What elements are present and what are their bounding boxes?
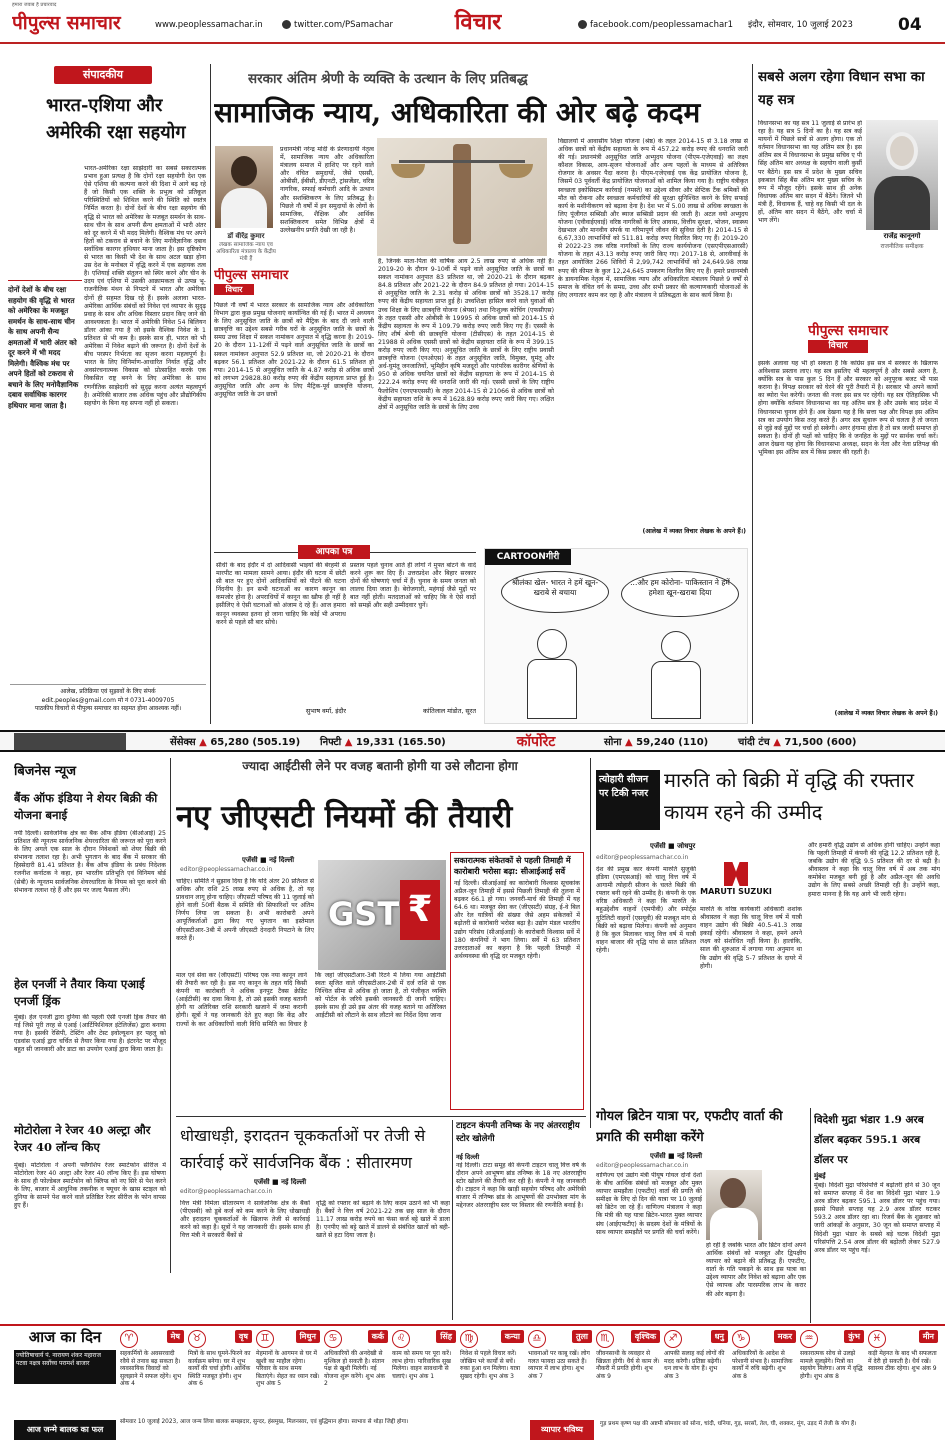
sign-text: अधिकारियों के आदेश से परेशानी संभव है। सामाजिक कार्यों में रुचि बढ़ेगी। शुभ अंक 8 <box>732 1350 793 1380</box>
twitter-text: twitter.com/PSamachar <box>294 20 393 30</box>
maruti-email[interactable]: editor@peoplessamachar.co.in <box>596 854 689 861</box>
maruti-kicker: त्योहारी सीजन पर टिकी नजर <box>596 770 660 830</box>
sign-aquarius <box>800 1330 864 1418</box>
titan-byline: नई दिल्ली <box>456 1153 480 1161</box>
business-item-2-body: मुंबई। हेल एनर्जी द्वारा दुनिया की पहली ऐसी एनर्जी ड्रिंक तैयार की गई जिसे पूरी तरह से एआई (आर्टिफिशियल इंटेलिजेंस) द्वारा बनाया गया है। इसकी रेसिपी, टेस्टिंग और टेस्ट इवोल्यूशन हर पहलू को एडवांस एआई द्वारा चर्चित से तैयार किया गया है। इंटरनेट पर मौजूद बहुत सी जानकारी और डाटा का उपयोग एआई द्वारा किया जाता है। <box>14 1014 166 1054</box>
sensex-ticker <box>170 735 320 751</box>
editorial-pull-quote: दोनों देशों के बीच रक्षा सहयोग की वृद्धि से भारत को अमेरिका के मजबूत समर्थन के साथ-साथ चीन के साथ अपनी सैन्य क्षमताओं में भारी अंतर को दूर करने में भी मदद मिलेगी। वैश्विक मंच पर अपने हितों को टकराव से बचाने के लिए मनोवैज्ञानिक दबाव सर्वाधिक कारगर हथियार माना जाता है। <box>8 280 82 660</box>
scales-beam-shape <box>399 160 525 163</box>
sign-name: मेष <box>167 1330 184 1343</box>
maruti-brand: MARUTI SUZUKI <box>700 887 772 896</box>
pisces-icon: ♓ <box>868 1330 886 1348</box>
business-item-1-title: बैंक ऑफ इंडिया ने शेयर बिक्री की योजना बनाई <box>14 791 158 822</box>
footer-disclaimer: पाठकीय विचारों से पीपुल्स समाचार का सहमत होना आवश्यक नहीं। <box>34 705 182 712</box>
ticker-section: कॉर्पोरेट <box>516 734 556 750</box>
fraud-body-1: वित्त मंत्री निर्मला सीतारमण ने सार्वजनिक क्षेत्र के बैंकों (पीएसबी) को डूबे कर्ज को कम करने के लिए धोखाधड़ी और इरादतन चूककर्ताओं के खिलाफ तेजी से कार्रवाई करने को कहा है। सूत्रों ने यह जानकारी दी। इसके साथ ही वित्त मंत्री ने सरकारी बैंकों से <box>180 1200 310 1240</box>
sign-name: सिंह <box>436 1330 456 1343</box>
silver-ticker <box>738 735 938 751</box>
footer-email[interactable]: edit.peoples@gmail.com मो नं 0731-4009705 <box>41 696 175 704</box>
bull-logo-icon <box>14 733 126 751</box>
sign-text: जीवनसाथी के व्यवहार से खिन्नता होगी। धैर्य से काम लें। नौकरी में प्रगति होगी। शुभ अंक 9 <box>596 1350 660 1380</box>
cii-box-body: नई दिल्ली। सीआईआई का कारोबारी विश्वास सूचकांक अप्रैल-जून तिमाही में इससे पिछली तिमाही की तुलना में बढ़कर 66.1 हो गया। जनवरी-मार्च की तिमाही में यह 64.6 था। मजबूत सेवा कर (जीएसटी) संग्रह, ई-वे बिल और रेल यात्रियों की संख्या जैसे अहम संकेतकों में बढ़ोतरी से कारोबारी भरोसा बढ़ा है। उद्योग मंडल भारतीय उद्योग परिसंघ (सीआईआई) के कारोबारी विश्वास सर्वे में 180 कंपनियों ने भाग लिया। सर्वे में 63 प्रतिशत उत्तरदाताओं का कहना है कि पहली तिमाही में अर्थव्यवस्था की वृद्धि दर मजबूत रहेगी। <box>454 880 580 960</box>
goyal-body-2: हो रही है जबकि भारत और ब्रिटेन दोनों अपने आर्थिक संबंधों को मजबूत और द्विपक्षीय व्यापार को बढ़ाने की प्रतिबद्ध हैं। एफटीए, वार्ता के गति पकड़ने के साथ इस यात्रा का उद्देश्य व्यापार और निवेश को बढ़ाना और एक ऐसे व्यापक और पारस्परिक लाभ के करार की ओर बढ़ना है। <box>706 1242 806 1298</box>
page-number: 04 <box>898 15 922 35</box>
right-logo-box <box>808 322 938 358</box>
gold-label: सोना <box>604 737 622 748</box>
scale-pan-left <box>391 164 425 178</box>
gst-body-2: चाहिए। समिति ने सुझाव दिया है कि यदि अंतर 20 प्रतिशत से अधिक और राशि 25 लाख रुपए से अधिक है, तो यह प्रावधान लागू होना चाहिए। जीएसटी परिषद की 11 जुलाई को होने वाली 50वीं बैठक में समिति की सिफारिशों पर अंतिम निर्णय लिया जा सकता है। अभी कारोबारी अपने आपूर्तिकर्ताओं द्वारा किए गए भुगतान का इस्तेमाल जीएसटीआर-3बी में अपनी जीएसटी देनदारी निपटाने के लिए करते हैं। <box>176 878 314 942</box>
cartoon-bubble-right: ...और हम कोरोना- पाकिस्तान ने हमें हमेशा खून-खराबा दिया <box>621 571 739 617</box>
suzuki-s-icon <box>724 862 748 886</box>
scale-pan-right <box>499 164 533 178</box>
sign-sagittarius <box>664 1330 728 1418</box>
main-article-col4: विद्यालयों में आवासीय शिक्षा योजना (श्रेष्ठ) के तहत 2014-15 से 3.18 लाख से अधिक छात्रों को केंद्रीय सहायता के रूप में 457.22 करोड़ रुपए की धनराशि जारी की गई। प्रधानमंत्री अनुसूचित जाति अभ्युदय योजना (पीएम-एजेएवाई) का लक्ष्य कौशल विकास, आय-सृजन योजनाओं और अन्य पहलों के माध्यम से अतिरिक्त रोजगार के अवसर पैदा करना है। पीएम-एजेएवाई एक केंद्र प्रायोजित योजना है, जिसमें 03 पूर्ववर्ती केंद्र प्रायोजित योजनाओं को शामिल किया गया है। राष्ट्रीय यंत्रीकृत स्वच्छता इकोसिस्टम कार्रवाई (नमस्ते) का उद्देश्य सीवर और सेप्टिक टैंक श्रमिकों की मौत को रोकना और स्वच्छता कर्मचारियों की सुरक्षा सुनिश्चित करने के लिए सफाई कार्य के मशीनीकरण को बढ़ावा देना है। देश भर में 5.00 लाख से अधिक स्वच्छता के लिए पूंजीगत सब्सिडी और ब्याज सब्सिडी प्रदान की जाती है। अटल वयो अभ्युदय योजना (एवीवाईएवाई) वरिष्ठ नागरिकों के लिए आवास, वित्तीय सुरक्षा, भोजन, स्वास्थ्य देखभाल और मानवीय संपर्क या गरिमापूर्ण जीवन की सुविधा देती है। 2014-15 से 6,67,330 लाभार्थियों को 511.81 करोड़ रुपए वितरित किए गए हैं। 2019-20 से 2022-23 तक वरिष्ठ नागरिकों के लिए राज्य कार्ययोजना (एसएपीएसआरसी) योजना के तहत 43.13 करोड़ रुपए जारी किए गए। 2017-18 से, आरवीवाई के तहत आयोजित 266 शिविरों में 2,99,742 लाभार्थियों को 24,649.98 लाख रुपए की कीमत के कुल 12,24,645 उपकरण वितरित किए गए हैं। हमारे प्रधानमंत्री के डायनामिक नेतृत्व में, सामाजिक न्याय और अधिकारिता मंत्रालय पिछले 9 वर्षों से समाज के वंचित वर्ग के समग्र, उच्च और सभी प्रकार की कल्याणकारी योजनाओं के लिए लगातार काम कर रहा है और मंत्रालय ने प्रतिबद्धता के साथ कार्य किया है। <box>558 138 748 299</box>
right-article-body-bottom: इसके अलावा यह भी हो सकता है कि कांग्रेस इस सत्र में सरकार के खिलाफ अविश्वास प्रस्ताव लाए। यह सत्र इसलिए भी महत्वपूर्ण है और सबसे अलग है, क्योंकि सत्र के पास कुल 5 दिन हैं और सरकार को अनुपूरक बजट भी पास कराना है। विपक्ष सरकार को घेरने की पूरी तैयारी में है। सरकार भी अपने कार्यों का ब्योरा पेश करेगी। जनता की नजर इस सत्र पर रहेगी। यह सत्र ऐतिहासिक भी होगा क्योंकि वर्तमान विधानसभा का यह अंतिम सत्र है और उसके बाद प्रदेश में विधानसभा चुनाव होने हैं। अब देखना यह है कि सत्ता पक्ष और विपक्ष इस अंतिम सत्र का उपयोग किस तरह करते हैं। अगर सत्र सुचारू रूप से चलता है तो जनता से जुड़े कई मुद्दों पर चर्चा हो सकेगी। अगर हंगामा होता है तो सत्र जल्दी समाप्त हो सकता है। दोनों ही पक्षों को चाहिए कि वे जनहित के मुद्दों पर सार्थक चर्चा करें। आज देखना यह होगा कि विधानसभा अध्यक्ष, सदन के नेता और नेता प्रतिपक्ष की भूमिका इस अंतिम सत्र में किस प्रकार की रहती है। <box>758 360 938 457</box>
virgo-icon: ♍ <box>460 1330 478 1348</box>
inline-logo-tag: विचार <box>214 284 254 295</box>
forex-body: मुंबई। विदेशी मुद्रा परिसंपत्ति में बढ़ोतरी होने से 30 जून को समाप्त सप्ताह में देश का विदेशी मुद्रा भंडार 1.9 अरब डॉलर बढ़कर 595.1 अरब डॉलर पर पहुंच गया। इससे पिछले सप्ताह यह 2.9 अरब डॉलर घटकर 593.2 अरब डॉलर रहा था। रिजर्व बैंक के शुक्रवार को जारी आंकड़ों के अनुसार, 30 जून को समाप्त सप्ताह में विदेशी मुद्रा भंडार के सबसे बड़े घटक विदेशी मुद्रा परिसंपत्ति 2.54 अरब डॉलर की बढ़ोतरी लेकर 527.9 अरब डॉलर पर पहुंच गई। <box>814 1182 940 1254</box>
author-head-shape <box>231 156 257 186</box>
main-article-col2: पिछले नौ वर्षों में भारत सरकार के सामाजिक न्याय और अधिकारिता विभाग द्वारा कुछ प्रमुख योजनाएं कार्यान्वित की गई हैं। भारत में अध्ययन के लिए अनुसूचित जाति के छात्रों को मैट्रिक के बाद दी जाने वाली छात्रवृत्ति का उद्देश्य सबसे गरीब घरों के अनुसूचित जाति के छात्रों के समग्र उच्च शिक्षा में सकल नामांकन अनुपात में वृद्धि करना है। 2019-20 के दौरान 11-12वीं में पढ़ने वाले अनुसूचित जाति के छात्रों का सकल नामांकन अनुपात 52.9 प्रतिशत था, जो 2020-21 के दौरान बढ़कर 56.1 प्रतिशत और 2021-22 के दौरान 61.5 प्रतिशत हो गया। 2014-15 से अनुसूचित जाति के 4.87 करोड़ से अधिक छात्रों को लगभग 29828.80 करोड़ रुपए की केंद्रीय सहायता प्राप्त हुई है। अनुसूचित जाति और अन्य के लिए मैट्रिक-पूर्व छात्रवृत्ति योजना, अनुसूचित जाति के उन छात्रों <box>214 302 374 399</box>
business-item-3-body: मुंबई। मोटोरोला ने अपनी फ्लैगशिप रेजर स्मार्टफोन सीरीज में मोटोरोला रेजर 40 अल्ट्रा और रेजर 40 लॉन्च किए हैं। इस घोषणा के साथ ही फोल्डेबल स्मार्टफोन को क्लिप्ड को नए सिरे से पेश करने के लिए, बाजार में आधुनिक तकनीक व फ्यूचर के खास स्टाइल को दुनिया के सामने पेश करने वाले प्रतिष्ठित रेजर सीरीज के फोन वापस हुए हैं। <box>14 1162 166 1210</box>
scorpio-icon: ♏ <box>596 1330 614 1348</box>
sign-libra <box>528 1330 592 1418</box>
horoscope-date-line: सोमवार 10 जुलाई 2023, आज जन्म लिया बालक समझदार, सुन्दर, हंसमुख, मिलनसार, एवं बुद्धिमान होगा। स्वभाव से थोड़ा जिद्दी होगा। <box>120 1419 409 1425</box>
right-author-photo <box>866 120 938 230</box>
sign-text: सकारात्मक सोच से उलझे मामले सुलझेंगे। मित्रों का सहयोग मिलेगा। आय में वृद्धि होगी। शुभ अंक 8 <box>800 1350 863 1380</box>
cartoon-figure-right-head <box>661 631 691 661</box>
goyal-body-1: वाणिज्य एवं उद्योग मंत्री पीयूष गोयल दोनों देशों के बीच आर्थिक संबंधों को मजबूत और मुक्त व्यापार समझौता (एफटीए) वार्ता की प्रगति की समीक्षा के लिए दो दिन की यात्रा पर 10 जुलाई को ब्रिटेन जा रहे हैं। वाणिज्य मंत्रालय ने कहा कि मंत्री की यह यात्रा ब्रिटेन-भारत मुक्त व्यापार संघ (आईएफटीए) के सदस्य देशों के मंत्रियों के साथ व्यापार समझौते पर प्रगति की चर्चा करेंगे। <box>596 1172 702 1236</box>
horoscope-top-rule <box>0 1324 945 1326</box>
right-author-head-shape <box>886 132 918 170</box>
silver-arrow-icon: ▲ <box>773 737 781 748</box>
cancer-icon: ♋ <box>324 1330 342 1348</box>
maruti-headline: मारुति को बिक्री में वृद्धि की रफ्तार कायम रहने की उम्मीद <box>664 768 915 824</box>
maruti-byline: एजेंसी ■ जोधपुर <box>650 842 696 850</box>
taurus-icon: ♉ <box>188 1330 206 1348</box>
facebook-link[interactable] <box>578 18 758 32</box>
libra-icon: ♎ <box>528 1330 546 1348</box>
sign-name: धनु <box>711 1330 728 1343</box>
goyal-body-shape <box>710 1208 758 1240</box>
masthead-note: हमारा जवाब है प्रचारवाद <box>12 2 57 8</box>
aaj-ka-din-box <box>14 1328 116 1418</box>
market-ticker <box>0 730 945 752</box>
sensex-arrow-icon: ▲ <box>199 737 207 748</box>
editorial-body: भारत-अमेरिका रक्षा साझेदारी का सबसे सकारात्मक प्रभाव हुआ प्रत्यक्ष है कि दोनों रक्षा सहयोगी देश एक ऐसे एशिया की कल्पना करने की दिशा में आगे बढ़ रहे हैं जो किसी एक शक्ति के प्रभुत्व को प्रतिकूल परिस्थितियों को शिथिल करने की स्थिति को स्वतंत्र निर्मित करता है। दोनों देशों के बीच रक्षा सहयोग की वृद्धि से भारत को अमेरिका के मजबूत समर्थन के साथ-साथ चीन के साथ अपनी सैन्य क्षमताओं में भारी अंतर को दूर करने में भी मदद मिलेगी। वैश्विक मंच पर अपने हितों को टकराव से बचाने के लिए मनोवैज्ञानिक दबाव सर्वाधिक कारगर हथियार माना जाता है। इस दृष्टिकोण से भारत का किसी भी देश के साथ अटल खड़ा होना उस देश के मनोबल में वृद्धि करने में एक सहायक तत्व है। एशियाई शक्ति संतुलन को स्थिर करने और चीन के उदय एवं एशिया में उसकी आक्रामकता से उत्पन्न भू-राजनीतिक मंथन से निपटने में भारत और अमेरिका दोनों ही सहमत दिख रहे हैं। इसके अलावा भारत-अमेरिका आर्थिक संबंधों को निवेश एवं व्यापार के सुदृढ़ प्रवाह के साथ और अधिक विस्तार प्रदान किए जाने की आवश्यकता है। भारत में अमेरिकी निवेश 54 बिलियन डॉलर आंका गया है जो इसके वैश्विक निवेश के 1 प्रतिशत से भी कम है। इसके साथ ही, भारत को भी अमेरिका में निवेश बढ़ाने की जरूरत है। दोनों देशों के बीच परस्पर निर्भरता का सृजन करना महत्वपूर्ण है। भारत के लिए विनिर्माण-आधारित निर्यात वृद्धि और अवसंरचनात्मक विकास को प्रोत्साहित करके एक विकसित राष्ट्र बनने के लिए अमेरिका के साथ रणनीतिक साझेदारी को सुदृढ़ करना अत्यंत महत्वपूर्ण है। अमेरिकी बाजार तक अधिक पहुंच और प्रौद्योगिकीय सहयोग के बिना यह सपना नहीं हो सकता। <box>84 165 206 407</box>
website-text: www.peoplessamachar.in <box>155 20 263 30</box>
sensex-label: सेंसेक्स <box>170 737 196 748</box>
gst-email[interactable]: editor@peoplessamachar.co.in <box>180 866 273 873</box>
dateline: इंदौर, सोमवार, 10 जुलाई 2023 <box>748 20 853 30</box>
sign-aries <box>120 1330 184 1418</box>
aries-icon: ♈ <box>120 1330 138 1348</box>
letter-2-body: प्रस्ताव पहले चुनाव आते ही लोगों ने मुफ्त बांटने के वादे करने शुरू कर दिए हैं। उत्तरप्रदेश और बिहार सरकार दोनों की घोषणाएं चर्चा में हैं। चुनाव के समय जनता को लालच दिया जाता है। बेरोजगारी, महंगाई जैसे मुद्दों पर बात नहीं होती। मतदाताओं को चाहिए कि वे ऐसे वादों को समझें और सही उम्मीदवार चुनें। <box>350 562 476 610</box>
nifty-ticker <box>320 735 450 751</box>
business-item-1-body: नयी दिल्ली। सार्वजनिक क्षेत्र का बैंक ऑफ इंडिया (बीओआई) 25 प्रतिशत की न्यूनतम सार्वजनिक शेयरधारिता की जरूरत को पूरा करने के लिए अगले एक साल के दौरान निवेशकों को शेयर बिक्री की संभावना तलाश रहा है। अभी भुगतान के बाद बैंक में सरकार की हिस्सेदारी 81.41 प्रतिशत है। बैंक ऑफ इंडिया के प्रबंध निदेशक रजनीश कर्नाटक ने कहा, हम भारतीय प्रतिभूति एवं विनिमय बोर्ड (सेबी) के न्यूनतम सार्वजनिक शेयरधारिता के नियम को पूरा करने की संभावना तलाश रहे हैं और इस पर जल्द फैसला लेंगे। <box>14 830 166 894</box>
column-divider <box>210 64 211 724</box>
goyal-email[interactable]: editor@peoplessamachar.co.in <box>596 1162 689 1169</box>
goyal-photo <box>706 1170 762 1240</box>
editorial-tag: संपादकीय <box>54 66 152 84</box>
nifty-arrow-icon: ▲ <box>344 737 353 748</box>
maruti-logo <box>700 862 772 902</box>
website-link[interactable] <box>155 18 285 32</box>
sign-pisces <box>868 1330 938 1418</box>
sign-name: कन्या <box>501 1330 524 1343</box>
letter-1-sign: सुभाष वर्मा, इंदौर <box>305 707 346 715</box>
fraud-byline: एजेंसी ■ नई दिल्ली <box>254 1178 307 1186</box>
twitter-icon <box>282 20 291 29</box>
sign-name: तुला <box>572 1330 592 1343</box>
right-article-title: सबसे अलग रहेगा विधान सभा का यह सत्र <box>758 69 925 108</box>
horoscope-child-label: आज जन्मे बालक का फल <box>14 1420 116 1440</box>
nifty-label: निफ्टी <box>320 737 342 748</box>
business-item-3-title: मोटोरोला ने रेजर 40 अल्ट्रा और रेजर 40 लॉन्च किए <box>14 1123 151 1154</box>
right-logo: पीपुल्स समाचार <box>808 323 889 339</box>
sign-name: वृष <box>235 1330 252 1343</box>
aaj-ka-din-astrologer: ज्योतिषाचार्य पं. नारायण शंकर महाराज पटवा नक्षत्र सर्वोच्च परामर्श बाजार <box>14 1350 116 1384</box>
right-article-note: (आलेख में व्यक्त विचार लेखक के अपने हैं।) <box>834 710 938 717</box>
sign-text: आपकी सलाह कई लोगों की मदद करेगी। प्रतिष्ठा बढ़ेगी। धन लाभ के योग हैं। शुभ अंक 3 <box>664 1350 725 1380</box>
sign-text: निवेश से पहले विचार करें। जोखिम भरे कार्यों से बचें। रुका हुआ धन मिलेगा। यात्रा सुखद रहेगी। शुभ अंक 3 <box>460 1350 521 1380</box>
letters-title: आपका पत्र <box>298 545 370 559</box>
sign-leo <box>392 1330 456 1418</box>
maruti-divider <box>590 758 591 1128</box>
aquarius-icon: ♒ <box>800 1330 818 1348</box>
gst-photo <box>318 860 446 970</box>
gold-ticker <box>604 735 734 751</box>
letter-2-sign: कांतिलाल मांडोत, सूरत <box>422 707 476 715</box>
sensex-value: 65,280 (505.19) <box>210 737 301 748</box>
cartoon-figure-left-body <box>527 659 577 719</box>
goyal-byline: एजेंसी ■ नई दिल्ली <box>650 1152 703 1160</box>
main-article-col3: है, जिनके माता-पिता की वार्षिक आय 2.5 लाख रुपए से अधिक नहीं है। 2019-20 के दौरान 9-10वीं में पढ़ने वाले अनुसूचित जाति के छात्रों का सकल नामांकन अनुपात 83 प्रतिशत था, जो 2020-21 के दौरान बढ़कर 84.8 प्रतिशत और 2021-22 के दौरान 84.9 प्रतिशत हो गया। 2014-15 से अनुसूचित जाति के 2.31 करोड़ से अधिक छात्रों को 3528.17 करोड़ रुपए की केंद्रीय सहायता प्राप्त हुई है। उच्चशिक्षा हासिल करने वाले युवाओं की उच्च शिक्षा के लिए छात्रवृत्ति योजना (श्रेयस) तथा निःशुल्क कोचिंग (एफसीएस) के तहत एससी और ओबीसी के 19995 से अधिक छात्रों को 2014-15 से केंद्रीय सहायता के रूप में 109.79 करोड़ रुपए जारी किए गए हैं। एससी के लिए शीर्ष श्रेणी की छात्रवृत्ति योजना (टीसीएस) के तहत 2014-15 से 21988 से अधिक एससी छात्रों को केंद्रीय सहायता राशि के रूप में 399.15 करोड़ रुपए जारी किए गए। अनुसूचित जाति के छात्रों के लिए राष्ट्रीय प्रवासी छात्रवृत्ति योजना (एनओएस) के तहत अनुसूचित जाति, विमुक्त, घुमंतू और अर्ध-घुमंतू जनजातियों, भूमिहीन कृषि मजदूरों और पारंपरिक कारीगर श्रेणियों के 950 से अधिक चयनित छात्रों को केंद्रीय सहायता के रूप में 2014-15 से 222.24 करोड़ रुपए की धनराशि जारी की गई। एससी छात्रों के लिए राष्ट्रीय फैलोशिप (एनएफएससी) के तहत 2014-15 से 21066 से अधिक छात्रों को केंद्रीय सहायता राशि के रूप में 1628.89 करोड़ रुपए जारी किए गए। लक्षित क्षेत्रों में अनुसूचित जाति के छात्रों के लिए उच्च <box>378 258 554 411</box>
main-article-col1: प्रधानमंत्री नरेन्द्र मोदी के प्रेरणादायी नेतृत्व में, सामाजिक न्याय और अधिकारिता मंत्रालय समाज में हाशिए पर रहने वाले और वंचित समुदायों, जैसे एससी, ओबीसी, ईबीसी, डीएनटी, ट्रांसजेंडर, वरिष्ठ नागरिक, सफाई कर्मचारी आदि के उत्थान और सशक्तिकरण के लिए प्रतिबद्ध है। पिछले नौ वर्षों में इन समुदायों के लोगों के सामाजिक, शैक्षिक और आर्थिक सशक्तिकरण समेत विभिन्न क्षेत्रों में उल्लेखनीय प्रगति देखी जा रही है। <box>280 146 374 234</box>
right-logo-tag: विचार <box>808 340 868 353</box>
cii-survey-box <box>450 852 584 1110</box>
author-description: लेखक सामाजिक न्याय एवं अधिकारिता मंत्रालय के केंद्रीय मंत्री हैं <box>216 242 276 262</box>
author-body-shape <box>221 188 267 228</box>
sign-taurus <box>188 1330 252 1418</box>
scales-stand-shape <box>453 144 471 244</box>
footer-contact-label: आलेख, प्रतिक्रिया एवं सुझावों के लिए संपर्क <box>60 688 156 695</box>
facebook-icon <box>578 20 587 29</box>
cartoon-panel <box>484 548 748 724</box>
gold-value: 59,240 (110) <box>636 737 709 748</box>
cartoon-figure-left-head <box>537 629 567 659</box>
sign-gemini <box>256 1330 320 1418</box>
sign-text: कड़ी मेहनत के बाद भी सफलता में देरी हो सकती है। धैर्य रखें। स्वास्थ्य ठीक रहेगा। शुभ अंक 9 <box>868 1350 937 1373</box>
sign-text: सहकर्मियों के अवसरवादी रवैये से तनाव बढ़ सकता है। व्यवसायिक विवादों को सुलझाने में सफल रहेंगे। शुभ अंक 4 <box>120 1350 182 1388</box>
leo-icon: ♌ <box>392 1330 410 1348</box>
sign-capricorn <box>732 1330 796 1418</box>
inline-logo: पीपुल्स समाचार <box>214 268 289 283</box>
twitter-link[interactable] <box>282 18 422 32</box>
maruti-col2: मारुति के वरिष्ठ कार्यकारी अधिकारी शशांक श्रीवास्तव ने कहा कि चालू वित्त वर्ष में यात्री वाहन उद्योग की बिक्री 40.5-41.3 लाख इकाई रहेगी। श्रीवास्तव ने कहा, हमने अपने लक्ष्य को संशोधित नहीं किया है। हालांकि, साल की शुरुआत में लगाया गया अनुमान था कि उद्योग की वृद्धि 5-7 प्रतिशत के दायरे में होगी। <box>700 906 802 970</box>
gst-kicker: ज्यादा आईटीसी लेने पर वजह बतानी होगी या उसे लौटाना होगा <box>242 759 518 773</box>
business-forecast-label: व्यापार भविष्य <box>530 1420 594 1440</box>
business-forecast-text: गुड़ प्रथम कृष्ण पक्ष की अष्टमी सोमवार को सोना, चांदी, धनिया, गुड़, सरसों, तेल, घी, शक्कर, मूंग, उड़द में तेजी के योग हैं। <box>600 1421 857 1427</box>
cartoon-bubble-left: श्रीलंका खेल- भारत ने हमें खून-खराबे से बचाया <box>501 571 609 613</box>
main-kicker: सरकार अंतिम श्रेणी के व्यक्ति के उत्थान के लिए प्रतिबद्ध <box>248 71 528 87</box>
aaj-ka-din-title: आज का दिन <box>28 1328 102 1346</box>
maruti-col3: और हमारी वृद्धि उद्योग से अधिक होनी चाहिए। उन्होंने कहा कि पहली तिमाही में कंपनी की वृद्धि 12.2 प्रतिशत रही है, जबकि उद्योग की वृद्धि 9.5 प्रतिशत की दर से बढ़ी है। श्रीवास्तव ने कहा कि चालू वित्त वर्ष में अब तक मांग कमोबेश मजबूत बनी हुई है और अप्रैल-जून की अवधि उद्योग के लिए सबसे अच्छी तिमाही रही है। उन्होंने कहा, हमारा मानना है कि यह आगे भी जारी रहेगा। <box>808 842 940 898</box>
right-author-desc: राजनीतिक समीक्षक <box>880 243 924 250</box>
silver-value: 71,500 (600) <box>784 737 857 748</box>
maruti-col1: देश की प्रमुख कार कंपनी मारुति सुजुकी इंडिया (एमएसआई) को चालू वित्त वर्ष में आगामी त्योहारी सीजन के चलते बिक्री की रफ्तार बनी रहने की उम्मीद है। कंपनी के एक वरिष्ठ अधिकारी ने कहा कि मारुति के बहुउद्देशीय वाहनों (एमपीवी) और स्पोर्ट्स यूटिलिटी वाहनों (एसयूवी) की मजबूत मांग से बिक्री को बढ़ावा मिलेगा। कंपनी को अनुमान है कि कुल मिलाकर चालू वित्त वर्ष में यात्री वाहन बाजार की वृद्धि पांच से सात प्रतिशत रहेगी। <box>596 866 696 954</box>
titan-headline: टाइटन कंपनी तनिष्क के नए अंतरराष्ट्रीय स्टोर खोलेगी <box>456 1121 580 1144</box>
sign-name: मीन <box>919 1330 938 1343</box>
lower-rule <box>176 1116 586 1117</box>
sign-virgo <box>460 1330 524 1418</box>
sign-cancer <box>324 1330 388 1418</box>
nifty-value: 19,331 (165.50) <box>355 737 446 748</box>
rupee-symbol-icon: ₹ <box>400 880 440 940</box>
business-divider <box>170 758 171 1273</box>
titan-body: नई दिल्ली। टाटा समूह की कंपनी टाइटन चालू वित्त वर्ष के दौरान अपने आभूषण ब्रांड तनिष्क के 18 नए अंतरराष्ट्रीय स्टोर खोलने की तैयारी कर रही है। कंपनी ने यह जानकारी दी। टाइटन ने कहा कि खाड़ी सहयोग परिषद और अमेरिकी बाजार में तनिष्क ब्रांड के आभूषणों की उपभोक्ता मांग के मद्देनजर अंतरराष्ट्रीय स्तर पर विस्तार की रणनीति बनाई है। <box>456 1162 586 1210</box>
capricorn-icon: ♑ <box>732 1330 750 1348</box>
gst-headline: नए जीएसटी नियमों की तैयारी <box>176 799 513 835</box>
fraud-email[interactable]: editor@peoplessamachar.co.in <box>180 1188 273 1195</box>
sign-name: वृश्चिक <box>631 1330 660 1343</box>
fraud-body-2: वृद्धि को रफ्तार को बढ़ाने के लिए कदम उठाने को भी कहा है। बैंकों ने वित्त वर्ष 2021-22 तक छह साल के दौरान 11.17 लाख करोड़ रुपये का फंसा कर्ज बट्टे खाते में डाला है। एनपीए को बट्टे खाते में डालने से संबंधित खातों को बही-खाते से हटा दिया जाता है। <box>316 1200 450 1240</box>
editorial-footer <box>10 684 206 720</box>
forex-divider <box>810 1108 811 1323</box>
author-photo <box>215 146 273 228</box>
sagittarius-icon: ♐ <box>664 1330 682 1348</box>
sign-name: कर्क <box>368 1330 388 1343</box>
sign-text: मित्रों के साथ घूमने-फिरने का कार्यक्रम बनेगा। घर में शुभ कार्यों की चर्चा होगी। आर्थिक स्थिति मजबूत होगी। शुभ अंक 6 <box>188 1350 251 1388</box>
sign-text: भावनाओं पर काबू रखें। लोग गलत फायदा उठा सकते हैं। व्यापार में लाभ होगा। शुभ अंक 7 <box>528 1350 590 1380</box>
goyal-head-shape <box>720 1178 746 1208</box>
letter-1-body: सीधी के बाद इंदौर में दो आदिवासी भाइयों की बेरहमी से मारपीट का मामला सामने आया। इंदौर की घटना में छोटी सी बात पर हुए दोनों आदिवासियों को पीटने की घटना निंदनीय है। इन सभी घटनाओं का कारण कानून का कमजोर होना है। अपराधियों में कानून का खौफ ही नहीं है इसीलिए वे ऐसी घटनाओं को अंजाम दे रहे हैं। आज हमारा कानून व्यवस्था इतना हो जाना चाहिए कि कोई भी अपराध करने से पहले सौ बार सोचे। <box>216 562 346 626</box>
inline-logo-box <box>214 268 374 298</box>
gst-body-1: माल एवं सेवा कर (जीएसटी) परिषद एक नया कानून लाने की तैयारी कर रही है। इस नए कानून के तहत यदि किसी कंपनी या कारोबारी ने अधिक इनपुट टैक्स क्रेडिट (आईटीसी) का दावा किया है, तो उसे इसकी वजह बतानी होगी या अतिरिक्त राशि सरकारी खजाने में जमा करानी होगी। सूत्रों ने यह जानकारी देते हुए कहा कि केंद्र और राज्यों के कर अधिकारियों वाली विधि समिति का विचार है कि जहां जीएसटीआर-3बी रिटर्न में लिया गया आईटीसी स्वतः सृजित वाले जीएसटीआर-2बी में दर्ज राशि से एक निश्चित सीमा से अधिक हो जाता है, तो पंजीकृत व्यक्ति को पोर्टल के जरिये इसकी जानकारी दी जानी चाहिए। इसके साथ ही उसे इस अंतर की वजह बताने या अतिरिक्त आईटीसी को लौटाने के साथ लौटाने का निर्देश दिया जाना <box>176 972 446 1028</box>
sign-text: अधिकारियों की अनदेखी से मुश्किल हो सकती है। संतान पक्ष से खुशी मिलेगी। नई योजना शुरू करेंगे। शुभ अंक 2 <box>324 1350 385 1388</box>
right-column-divider <box>752 64 753 724</box>
gemini-icon: ♊ <box>256 1330 274 1348</box>
editorial-title: भारत-एशिया और अमेरिकी रक्षा सहयोग <box>46 95 186 143</box>
silver-label: चांदी टंच <box>738 737 770 748</box>
sign-text: मेहमानों के आगमन से घर में खुशी का माहौल रहेगा। परिवार के साथ समय बिताएंगे। सेहत का ध्यान रखें। शुभ अंक 5 <box>256 1350 320 1388</box>
masthead-logo: पीपुल्स समाचार <box>12 12 121 34</box>
facebook-text: facebook.com/peoplessamachar1 <box>590 20 734 30</box>
sign-name: मिथुन <box>296 1330 320 1343</box>
main-article-note: (आलेख में व्यक्त विचार लेखक के अपने हैं।) <box>642 528 746 535</box>
cartoon-title: CARTOONगीरी <box>485 549 571 565</box>
gold-arrow-icon: ▲ <box>624 737 633 748</box>
right-author-body-shape <box>874 176 930 230</box>
goyal-headline: गोयल ब्रिटेन यात्रा पर, एफटीए वार्ता की प्रगति की समीक्षा करेंगे <box>596 1109 783 1145</box>
right-author-name: राजेंद्र कानूनगो <box>883 232 921 240</box>
sign-scorpio <box>596 1330 660 1418</box>
right-article-body-top: विधानसभा का यह सत्र 11 जुलाई से प्रारंभ हो रहा है। यह सत्र 5 दिनों का है। यह सत्र कई मायनों में पिछले सत्रों से अलग होगा। एक तो वर्तमान विधानसभा का यह अंतिम सत्र है। इस अंतिम सत्र में विधानसभा के प्रमुख सचिव ए पी सिंह अंतिम बार अध्यक्ष के सहयोग वाली कुर्सी पर बैठेंगे। इस सत्र में प्रदेश के मुख्य सचिव इकबाल सिंह बैंस अंतिम बार मुख्य सचिव के रूप में मौजूद रहेंगे। इसके साथ ही अनेक विधायक अंतिम बार सदन में बैठेंगे। जितने भी मंत्री हैं, विधायक हैं, चाहे वह किसी भी दल के हों, अंतिम बार सदन में बैठेंगे, और चर्चा में भाग लेंगे। <box>758 120 862 225</box>
main-headline: सामाजिक न्याय, अधिकारिता की ओर बढ़े कदम <box>214 96 701 129</box>
forex-headline: विदेशी मुद्रा भंडार 1.9 अरब डॉलर बढ़कर 595.1 अरब डॉलर पर <box>814 1114 924 1166</box>
business-item-2-title: हेल एनर्जी ने तैयार किया एआई एनर्जी ड्रिंक <box>14 977 145 1008</box>
forex-byline: मुंबई <box>814 1172 826 1180</box>
author-name: डॉ वीरेंद्र कुमार <box>227 232 265 240</box>
sign-name: कुंभ <box>844 1330 864 1343</box>
cii-box-title: सकारात्मक संकेतकों से पहली तिमाही में कारोबारी भरोसा बढ़ा: सीआईआई सर्वे <box>454 856 571 876</box>
gst-logo-text: GST <box>328 895 400 933</box>
section-title: विचार <box>454 9 502 35</box>
sign-text: काम को समय पर पूरा करें। लाभ होगा। पारिवारिक सुख मिलेगा। वाहन सावधानी से चलाएं। शुभ अंक 1 <box>392 1350 452 1380</box>
titan-divider <box>452 1120 453 1320</box>
sign-name: मकर <box>774 1330 796 1343</box>
gst-byline: एजेंसी ■ नई दिल्ली <box>242 856 295 864</box>
business-news-tag: बिजनेस न्यूज <box>14 764 76 779</box>
cartoon-figure-right-body <box>651 661 701 719</box>
fraud-headline: धोखाधड़ी, इरादतन चूककर्ताओं पर तेजी से कार्रवाई करें सार्वजनिक बैंक : सीतारमण <box>180 1126 426 1172</box>
justice-photo <box>377 138 547 256</box>
